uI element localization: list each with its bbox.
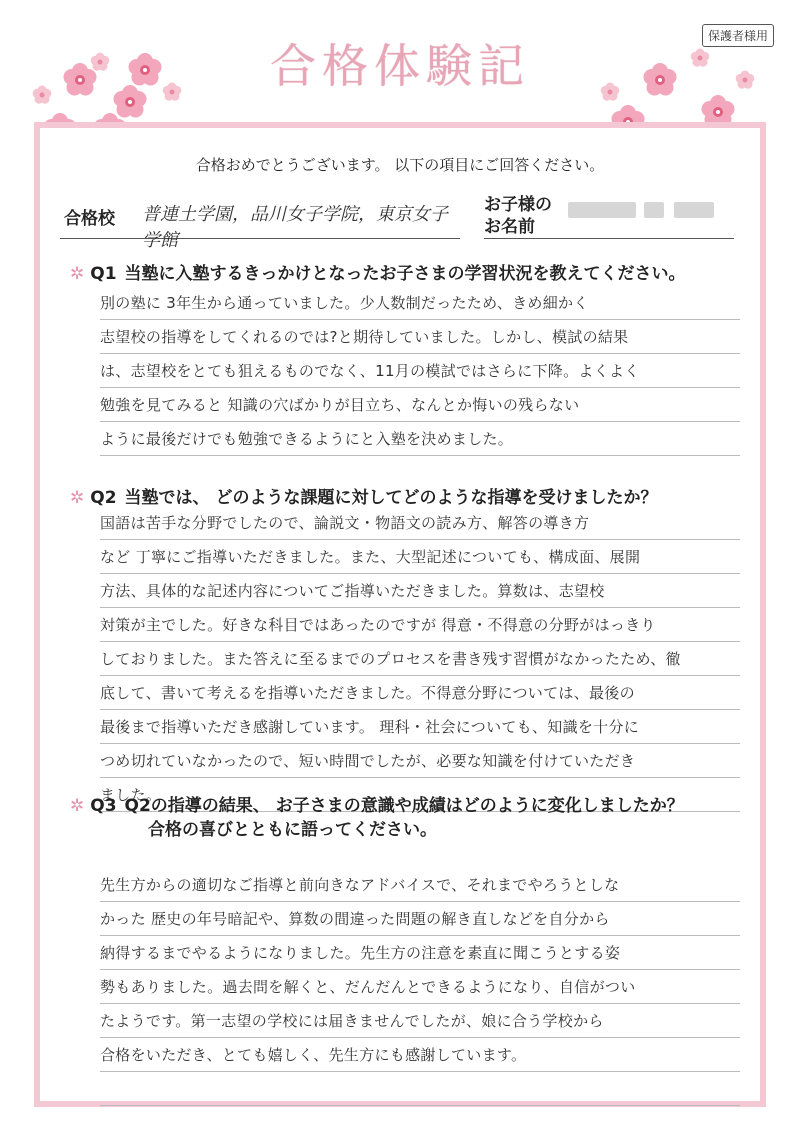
page-title: 合格体験記: [270, 39, 530, 93]
answer-line: [100, 1072, 740, 1106]
answer-1: [100, 286, 740, 456]
question-number: Q3: [90, 796, 117, 816]
answer-line: 合格をいただき、とても嬉しく、先生方にも感謝しています。: [100, 1038, 740, 1072]
child-name-label-line2: お名前: [484, 217, 535, 237]
child-name-label-line1: お子様の: [484, 195, 552, 215]
school-value: 普連土学園，品川女子学院，東京女子学館: [142, 204, 448, 251]
answer-line: 勢もありました。過去問を解くと、だんだんとできるようになり、自信がつい: [100, 970, 740, 1004]
answer-line: 納得するまでやるようになりました。先生方の注意を素直に聞こうとする姿: [100, 936, 740, 970]
flower-icon: ✲: [70, 264, 85, 284]
flower-icon: ✲: [70, 488, 85, 508]
flower-icon: ✲: [70, 796, 85, 816]
answer-line: は、志望校をとても狙えるものでなく、11月の模試ではさらに下降。よくよく: [100, 354, 740, 388]
intro-text: 合格おめでとうございます。 以下の項目にご回答ください。: [195, 156, 605, 174]
guardian-badge: 保護者様用: [702, 24, 774, 47]
name-redaction: [568, 202, 636, 218]
answer-line: たようです。第一志望の学校には届きませんでしたが、娘に合う学校から: [100, 1004, 740, 1038]
question-number: Q2: [90, 488, 117, 508]
answer-line: 別の塾に 3年生から通っていました。少人数制だったため、きめ細かく: [100, 286, 740, 320]
answer-line: 国語は苦手な分野でしたので、論説文・物語文の読み方、解答の導き方: [100, 506, 740, 540]
answer-line: かった 歴史の年号暗記や、算数の間違った問題の解き直しなどを自分から: [100, 902, 740, 936]
answer-line: 志望校の指導をしてくれるのでは?と期待していました。しかし、模試の結果: [100, 320, 740, 354]
question-1: [70, 262, 750, 286]
child-name-label: [484, 194, 552, 238]
answer-line: 底して、書いて考えるを指導いただきました。不得意分野については、最後の: [100, 676, 740, 710]
name-redaction: [674, 202, 714, 218]
question-3: [70, 794, 750, 842]
question-text: 当塾に入塾するきっかけとなったお子さまの学習状況を教えてください。: [124, 264, 686, 284]
answer-line: 勉強を見てみると 知識の穴ばかりが目立ち、なんとか悔いの残らない: [100, 388, 740, 422]
answer-line: 先生方からの適切なご指導と前向きなアドバイスで、それまでやろうとしな: [100, 868, 740, 902]
answer-3: [100, 868, 740, 1106]
answer-line: 最後まで指導いただき感謝しています。 理科・社会についても、知識を十分に: [100, 710, 740, 744]
question-text: Q2の指導の結果、 お子さまの意識や成績はどのように変化しましたか？: [124, 796, 684, 816]
child-name-field: [484, 194, 734, 239]
answer-2: [100, 506, 740, 812]
school-field: [60, 198, 460, 251]
answer-line: ました。: [100, 778, 740, 812]
answer-line: 対策が主でした。好きな科目ではあったのですが 得意・不得意の分野がはっきり: [100, 608, 740, 642]
question-number: Q1: [90, 264, 117, 284]
question-text-continued: 合格の喜びとともに語ってください。: [148, 820, 437, 840]
answer-line: など 丁寧にご指導いただきました。また、大型記述についても、構成面、展開: [100, 540, 740, 574]
question-text: 当塾では、 どのような課題に対してどのような指導を受けましたか？: [124, 488, 658, 508]
answer-line: つめ切れていなかったので、短い時間でしたが、必要な知識を付けていただき: [100, 744, 740, 778]
answer-line: ように最後だけでも勉強できるようにと入塾を決めました。: [100, 422, 740, 456]
name-redaction: [644, 202, 664, 218]
answer-line: しておりました。また答えに至るまでのプロセスを書き残す習慣がなかったため、徹: [100, 642, 740, 676]
school-label: 合格校: [64, 209, 115, 229]
answer-line: 方法、具体的な記述内容についてご指導いただきました。算数は、志望校: [100, 574, 740, 608]
